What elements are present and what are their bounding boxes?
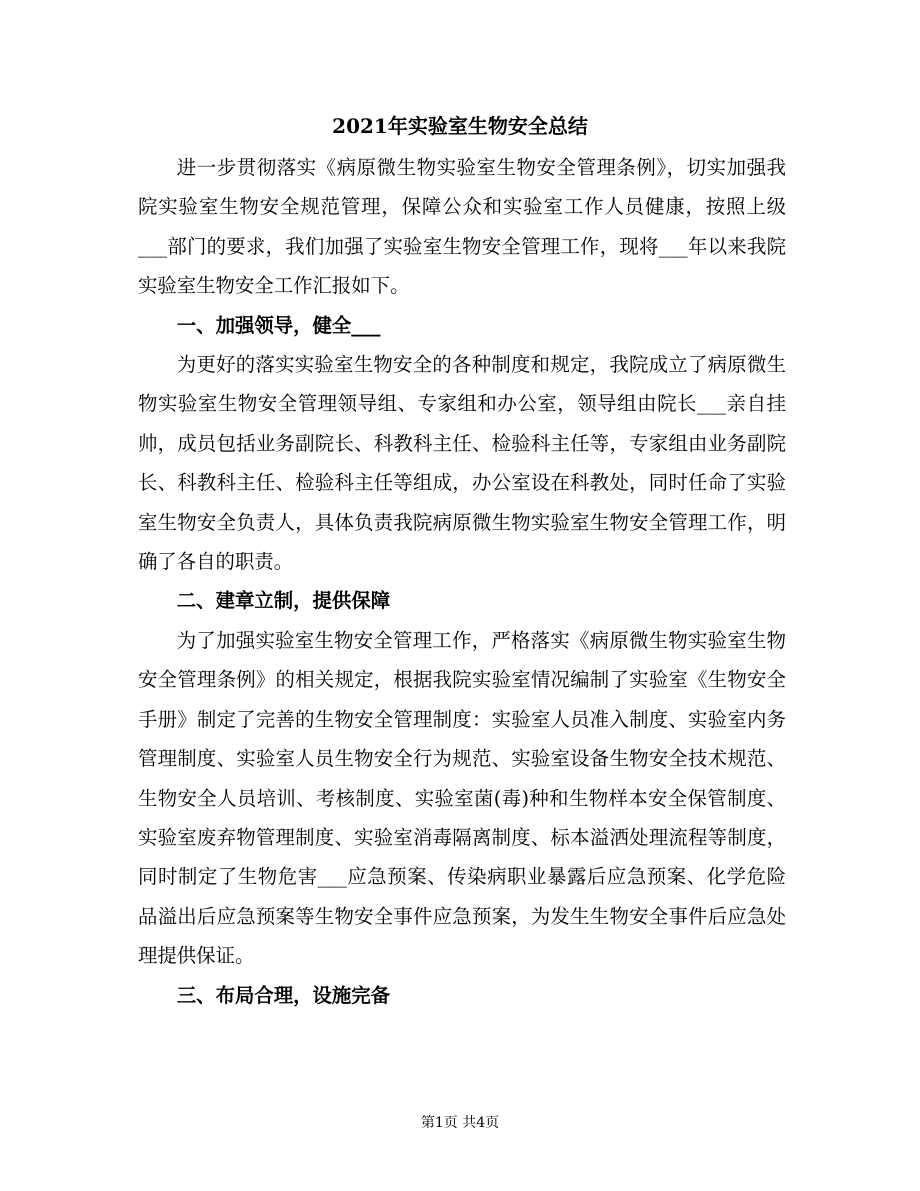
section-heading-1: 一、加强领导，健全___ [176, 313, 381, 337]
intro-paragraph: 进一步贯彻落实《病原微生物实验室生物安全管理条例》，切实加强我院实验室生物安全规范管理，保障公众和实验室工作人员健康，按照上级___部门的要求，我们加强了实验室生物安全管理工作，现将___年以来我院实验室生物安全工作汇报如下。 [138, 156, 786, 298]
page-number-footer: 第1页 共4页 [420, 1115, 500, 1131]
section-heading-2: 二、建章立制，提供保障 [176, 589, 391, 613]
document-body [138, 148, 786, 1015]
section-heading-3: 三、布局合理，设施完备 [176, 983, 391, 1007]
document-title: 2021年实验室生物安全总结 [332, 114, 588, 138]
section-2-paragraph: 为了加强实验室生物安全管理工作，严格落实《病原微生物实验室生物安全管理条例》的相关规定，根据我院实验室情况编制了实验室《生物安全手册》制定了完善的生物安全管理制度：实验室人员准入制度、实验室内务管理制度、实验室人员生物安全行为规范、实验室设备生物安全技术规范、生物安全人员培训、考核制度、实验室菌(毒)种和生物样本安全保管制度、实验室废弃物管理制度、实验室消毒隔离制度、标本溢洒处理流程等制度，同时制定了生物危害___应急预案、传染病职业暴露后应急预案、化学危险品溢出后应急预案等生物安全事件应急预案，为发生生物安全事件后应急处理提供保证。 [138, 628, 786, 968]
section-1-paragraph: 为更好的落实实验室生物安全的各种制度和规定，我院成立了病原微生物实验室生物安全管理领导组、专家组和办公室，领导组由院长___亲自挂帅，成员包括业务副院长、科教科主任、检验科主任等，专家组由业务副院长、科教科主任、检验科主任等组成，办公室设在科教处，同时任命了实验室生物安全负责人，具体负责我院病原微生物实验室生物安全管理工作，明确了各自的职责。 [138, 353, 786, 574]
